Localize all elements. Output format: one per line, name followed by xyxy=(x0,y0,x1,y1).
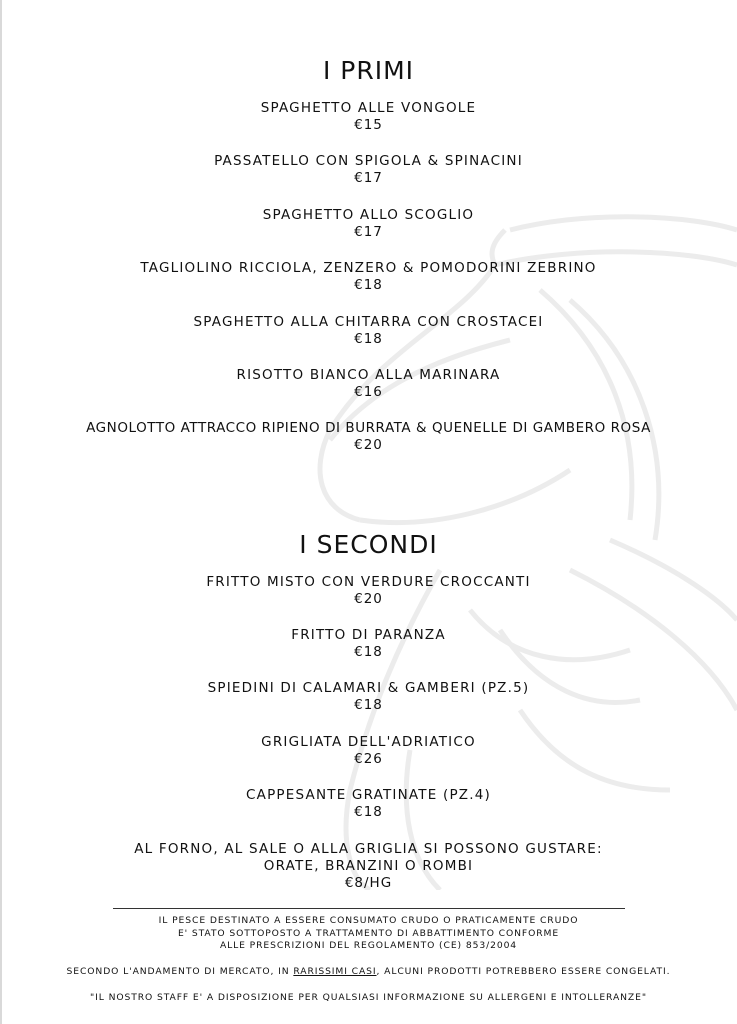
raw-fish-line-2: E' STATO SOTTOPOSTO A TRATTAMENTO DI ABBATTIMENTO CONFORME xyxy=(177,927,560,939)
frozen-products-notice xyxy=(0,966,737,979)
raw-fish-notice xyxy=(0,915,737,953)
menu-item xyxy=(0,367,737,401)
menu-item-price: €18 xyxy=(354,804,383,820)
menu-item xyxy=(0,787,737,821)
menu-item xyxy=(0,207,737,241)
menu-item xyxy=(0,734,737,768)
raw-fish-line-1: IL PESCE DESTINATO A ESSERE CONSUMATO CRUDO O PRATICAMENTE CRUDO xyxy=(158,915,579,926)
menu-item-price: €26 xyxy=(354,751,383,767)
primi-title: I PRIMI xyxy=(322,56,415,85)
menu-item-name: SPIEDINI DI CALAMARI & GAMBERI (PZ.5) xyxy=(207,680,530,696)
menu-item-price: €15 xyxy=(354,117,383,133)
menu-item-price: €18 xyxy=(354,331,383,347)
menu-item-name: AGNOLOTTO ATTRACCO RIPIENO DI BURRATA & QUENELLE DI GAMBERO ROSA xyxy=(86,420,651,436)
raw-fish-line-3: ALLE PRESCRIZIONI DEL REGOLAMENTO (CE) 853/2004 xyxy=(219,940,518,951)
menu-item-name: FRITTO DI PARANZA xyxy=(291,627,446,643)
special-line-1: AL FORNO, AL SALE O ALLA GRIGLIA SI POSSONO GUSTARE: xyxy=(134,841,603,857)
allergens-notice: "IL NOSTRO STAFF E' A DISPOSIZIONE PER QUALSIASI INFORMAZIONE SU ALLERGENI E INTOLLERANZE" xyxy=(90,992,647,1003)
menu-item-price: €18 xyxy=(354,277,383,293)
menu-item-name: SPAGHETTO ALLE VONGOLE xyxy=(260,100,477,116)
menu-item-price: €18 xyxy=(354,697,383,713)
special-line-2: ORATE, BRANZINI O ROMBI xyxy=(263,858,474,874)
menu-item-name: GRIGLIATA DELL'ADRIATICO xyxy=(261,734,476,750)
menu-item-name: SPAGHETTO ALLA CHITARRA CON CROSTACEI xyxy=(193,314,544,330)
menu-item-price: €20 xyxy=(354,591,383,607)
menu-item-name: TAGLIOLINO RICCIOLA, ZENZERO & POMODORINI ZEBRINO xyxy=(140,260,597,276)
menu-item xyxy=(0,420,737,454)
menu-item-price: €16 xyxy=(354,384,383,400)
footer-divider xyxy=(113,908,625,909)
menu-item-price: €18 xyxy=(354,644,383,660)
menu-item-name: PASSATELLO CON SPIGOLA & SPINACINI xyxy=(214,153,523,169)
menu-item-name: FRITTO MISTO CON VERDURE CROCCANTI xyxy=(206,574,531,590)
menu-item xyxy=(0,574,737,608)
menu-item xyxy=(0,260,737,294)
menu-item-price: €20 xyxy=(354,437,383,453)
menu-item-name: SPAGHETTO ALLO SCOGLIO xyxy=(262,207,475,223)
special-fish-item xyxy=(0,841,737,892)
frozen-text-after: , ALCUNI PRODOTTI POTREBBERO ESSERE CONGELATI. xyxy=(376,966,671,977)
menu-item xyxy=(0,627,737,661)
menu-item xyxy=(0,153,737,187)
menu-item-price: €17 xyxy=(354,224,383,240)
frozen-text-underlined: RARISSIMI CASI xyxy=(293,966,377,977)
frozen-text-before: SECONDO L'ANDAMENTO DI MERCATO, IN xyxy=(66,966,294,977)
menu-item-name: CAPPESANTE GRATINATE (PZ.4) xyxy=(246,787,491,803)
special-price: €8/HG xyxy=(344,875,393,891)
menu-item xyxy=(0,314,737,348)
secondi-title: I SECONDI xyxy=(299,530,438,559)
menu-item-name: RISOTTO BIANCO ALLA MARINARA xyxy=(236,367,501,383)
menu-item xyxy=(0,100,737,134)
menu-item-price: €17 xyxy=(354,170,383,186)
menu-item xyxy=(0,680,737,714)
